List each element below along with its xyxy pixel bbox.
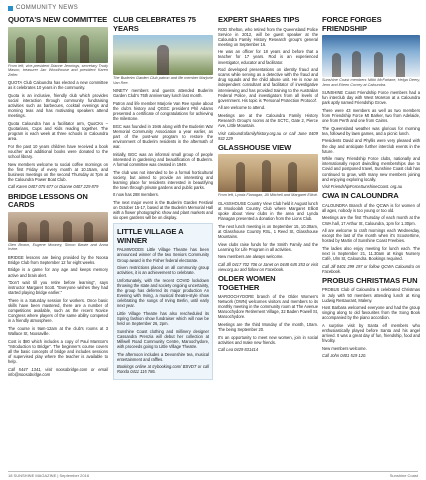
section-header bbox=[8, 3, 78, 13]
paragraph: Little Village Theatre has also rescheduled its Spring fashion show fundraiser which will now be held on September 26, 2pm. bbox=[117, 310, 209, 327]
paragraph: Cost is $80 which includes a copy of Paul Marston's "Introduction to Bridge". The beginner's course covers all the basic concepts of bridge and includes sessions of supervised play where the teacher is available to help. bbox=[8, 338, 108, 364]
paragraph: The next major event is the Buderim Garden Festival on October 15-17, based at the Buderim Memorial Hall with a flower photographic show and plant markets and six open gardens will be on display. bbox=[113, 199, 213, 221]
paragraph: Quota is an inclusive, friendly club which provides social interaction through community fundraising activities such as barbecues, cocktail evenings and morning teas and has motivating speakers attend meetings. bbox=[8, 92, 108, 119]
paragraph: There were 43 members as well as two members from Friendship Force Mt Barker, two from Adelaide, one from Perth and one from Cairns. bbox=[322, 107, 420, 124]
paragraph: BRIDGE lessons are being provided by the Noosa Bridge Club from September 12 for eight weeks. bbox=[8, 254, 108, 265]
article-title: OLDER WOMEN TOGETHER bbox=[218, 274, 276, 292]
column-1 bbox=[8, 14, 108, 380]
page-footer bbox=[8, 471, 418, 480]
paragraph: Unfortunately, with the recent COVID lockdown throwing the state and society ongoing uncertainty, the group has deferred its major production An Evening with Irving, a musical theatre-style show celebrating the songs of Irving Berlin, until early next year. bbox=[117, 277, 209, 309]
column-4 bbox=[322, 14, 420, 362]
article-title: FORCE FORGES FRIENDSHIP bbox=[322, 15, 382, 33]
contact-info: Visit caloundrafamilyhistory.org.au or call June 0409 932 229 bbox=[218, 130, 318, 141]
paragraph: PROBUS Club of Caloundra 6 celebrated Christmas in July with 50 members attending lunch at King Ludwig Restaurant, Maleny. bbox=[322, 287, 420, 303]
paragraph: Quota Caloundra has a facilitator arm, QuoCKs – Quotarians, Cups and Kids reading together. The program is each week at three schools in Caloundra area. bbox=[8, 120, 108, 142]
paragraph: The club was not intended to be a formal horticultural society, but aimed to provide an interesting and learning place for residents interested in beautifying the town through private gardens and public parks. bbox=[113, 169, 213, 190]
paragraph: The afternoon includes a Devonshire tea, musical entertainment and raffles. bbox=[117, 351, 209, 362]
paragraph: Host Barbara welcomed everyone and had the group singing along to old favourites from the Song Book accompanied by the piano accordion. bbox=[322, 305, 420, 321]
paragraph: It now has 288 members. bbox=[113, 192, 159, 198]
article-title: CWA IN CALOUNDRA bbox=[322, 191, 399, 201]
contact-info: Call Lea 0429 831414 bbox=[218, 347, 259, 353]
paragraph: View clubs raise funds for the Smith Family and the Learning for Life Program in all activities. bbox=[218, 241, 318, 252]
paragraph: Meetings are at the Caloundra Family History Research Group's rooms at the SCTC, Gate 2, Pierce Ave, Little Mountain. bbox=[218, 112, 318, 129]
contact-info: Call Jill 0417 702 706 or Janet on 0448 645 353 or visit view.org.au and follow on Facebook. bbox=[218, 261, 318, 272]
paragraph: New members welcome. bbox=[322, 345, 367, 351]
article-title: CLUB CELEBRATES 75 YEARS bbox=[113, 15, 196, 33]
friendship-force-photo bbox=[322, 35, 420, 77]
contact-info: Call 5447 1341, visit noosabridge.com or email info@noosabridge.com bbox=[8, 366, 108, 377]
photo-caption: Sunshine Coast members Nikki McFarlane, Helga Deery, Jenn and Eileen Cocrey at Caloundra. bbox=[322, 78, 420, 87]
paragraph: BGC was founded in 1946 along with the Buderim War Memorial Community Association a year earlier, as part of the post-war program to restore the environment of Buderim residents in the aftermath of war. bbox=[113, 123, 213, 150]
paragraph: A surprise visit by Santa elf members who enthusiastically played before Santa and his angel arrived. It was a great day of fun, friendship, food and frivolity. bbox=[322, 322, 420, 344]
paragraph: There is a Saturday session for workers. Once basic skills have been mastered, there are a number of competitions available, such as the recent Novice Congress where players of the same ability competed in a friendly atmosphere. bbox=[8, 297, 108, 324]
column-2 bbox=[113, 14, 213, 383]
village-article-box bbox=[113, 223, 213, 380]
article-title: EXPERT SHARES TIPS bbox=[218, 15, 300, 24]
footer-left: 18 SUNSHINE MAGAZINE | September 2016 bbox=[8, 473, 90, 478]
contact-info: Call Jill 0401 299 197 or follow QCWA Caloundra on Facebook. bbox=[322, 263, 420, 274]
paragraph: Sunshine Coast clothing and millinery designer Cassandra Prenzia will debut her collection at Millwell Road Community Centre, Maroochydore, with proceeds going to Little Village Theatre. bbox=[117, 328, 209, 349]
contact-info: Visit FriendshipForceSunshineCoast. org.au bbox=[322, 184, 403, 190]
paragraph: Rod developed presentations on identity fraud and scams while serving as a detective with the fraud and drug squads and the child abuse unit. He is now an independent consultant and facilitator of investigative interviewing and has provided training to the Australian Federal Police, and investigators from all levels of government. His topic is 'Personal Protection Protocol'. bbox=[218, 67, 318, 103]
paragraph: PALMWOODS Little Village Theatre has been announced winner of the two Seniors Community Group award in the Fisher federal electorate. bbox=[117, 247, 209, 263]
article-title: BRIDGE LESSONS ON CARDS bbox=[8, 191, 88, 210]
paragraph: NINETY members and guests attended Buderim Garden Club's 75th anniversary lunch last month. bbox=[113, 88, 213, 99]
quota-committee-photo bbox=[8, 27, 108, 63]
paragraph: Presidents David and Phyllis were very pleased with the day and anticipate further interclub events in the future. bbox=[322, 138, 420, 154]
photo-caption: The Buderim Garden Club patron and life member Marjorie Van Ree. bbox=[113, 76, 213, 85]
photo-caption: From left, Lynda Flanagan, Jill Mitchell and Margaret Elliott. bbox=[218, 193, 318, 198]
glasshouse-view-photo bbox=[218, 154, 318, 192]
paragraph: Initially, BGC was an informal small group of people interested in gardening and beautification of Buderim. A formal committee was created in 1949. bbox=[113, 151, 213, 167]
contact-info: Call Karen 0407 075 677 or Dianne 0407 229 879 bbox=[8, 184, 99, 190]
paragraph: New members are always welcome. bbox=[218, 254, 284, 260]
garden-club-photo bbox=[113, 35, 213, 75]
paragraph: CALOUNDRA Branch of the QCWA is for women of all ages, nobody is too young or too old. bbox=[322, 202, 420, 213]
paragraph: All are welcome to attend. bbox=[218, 105, 266, 111]
paragraph: MAROOCHYDORE branch of the Older Women's Network (OWN) welcomes visitors and members to its monthly meeting in the community room at The Avenue Maroochydore Retirement Village, 32 Baden Powell St, Maroochydore. bbox=[218, 294, 318, 320]
paragraph: The next lunch meeting is on September 15, 10.30am, at Glasshouse Country RSL, 1 Reed St, Glasshouse Mountains. bbox=[218, 223, 318, 240]
article-title: GLASSHOUSE VIEW bbox=[218, 142, 292, 152]
paragraph: The course is 9am-12am at the club's rooms at 3 Wallace St, Noosaville. bbox=[8, 325, 108, 336]
paragraph: He was an officer for 18 years and before that a teacher for 17 years. Rod is an experienced investigator, educator and facilitator. bbox=[218, 49, 318, 65]
article-title: LITTLE VILLAGE A WINNER bbox=[117, 227, 184, 245]
paragraph: While many Friendship Force clubs, nationally and internationally report dwindling memberships due to Covid and postponed travel, Sunshine Coast club has continued to grow, with many new members joining and enjoying exploring locally. bbox=[322, 156, 420, 182]
article-title: PROBUS CHRISTMAS FUN bbox=[322, 275, 418, 285]
article-title: QUOTA'S NEW COMMITTEE bbox=[8, 15, 108, 24]
paragraph: The ladies also enjoy meeting for lunch each. The next is September 21, 11.30am at Kings Nursery Café, Ulm St, Caloundra. Bookings required. bbox=[322, 245, 420, 262]
paragraph: GLASSHOUSE Country View Club held it August lunch at Mooloolah Country Club where Margaret Elliott spoke about View clubs in the area and Lynda Flanagan presented a donation from the Lions Club. bbox=[218, 200, 318, 222]
paragraph: New members welcome to social coffee mornings on the first Friday of every month at 10.15am, and business meetings on the second Thursday at 7pm at the Caloundra Power Boat Club. bbox=[8, 161, 108, 182]
paragraph: Bridge is a game for any age and keeps memory active and brain alert. bbox=[8, 267, 108, 278]
photo-caption: From left, vice-president Dianne Jennings, secretary Trudy Mason, treasurer Jan Woodhouse and president Karen Zeller. bbox=[8, 63, 108, 77]
paragraph: For the past 10 years children have received a book voucher and additional books were donated to the school library. bbox=[8, 143, 108, 159]
paragraph: Given restrictions placed on all community group activities, it is an achievement to celebrate. bbox=[117, 265, 209, 276]
bridge-lesson-photo bbox=[8, 212, 108, 242]
paragraph: Meetings are the third Monday of the month, 10am. The being September 20. bbox=[218, 322, 318, 333]
paragraph: The Queensland weather was glorious for morning tea, followed by lawn games, and a picnic lunch. bbox=[322, 125, 420, 136]
footer-right: Sunshine Coast bbox=[389, 473, 418, 478]
contact-info: Bookings online at trybooking.com/ BSVDT or call Ronda 0411 115 786. bbox=[117, 364, 209, 375]
paragraph: It's an opportunity to meet new women, join in social activities and make new friends. bbox=[218, 334, 318, 345]
paragraph: All are welcome to craft mornings each Wednesday, except the last of the month when it's Scootertime, hosted by Martin of Sunshine Coast Freebies. bbox=[322, 228, 420, 244]
photo-caption: Glen Brown, Eugene Mooney, Simon Bawie and Anna Irvine. bbox=[8, 242, 108, 252]
paragraph: Patron and life member Marjorie Van Ree spoke about the club's history and QGSC president Phil Adams presented a certificate of congratulations for achieving the milestone. bbox=[113, 100, 213, 122]
paragraph: Meetings are the first Thursday of each month at the CWA hall, 17 Arthur St, Caloundra, 1pm for 1.30pm. bbox=[322, 215, 420, 226]
paragraph: SUNSHINE Coast Friendship Force members had a fun interclub day with West Moreton at a Caloundra park aptly named Friendship Grove. bbox=[322, 90, 420, 106]
paragraph: ROD Shelton, who retired from the Queensland Police Service in 2012, will be guest speaker at the Caloundra Family History Research group's general meeting on September 16. bbox=[218, 26, 318, 47]
section-marker-icon bbox=[8, 6, 13, 11]
section-label: COMMUNITY NEWS bbox=[16, 5, 79, 11]
paragraph: QUOTA Club Caloundra has elected a new committee as it celebrates 10 years in the community. bbox=[8, 80, 108, 91]
column-3 bbox=[218, 14, 318, 356]
contact-info: Call John 0401 519 120. bbox=[322, 353, 367, 359]
paragraph: "Don't wait till you retire before learning", says instructor Margaret Scott. "Everyone wishes they had started playing bridge earlier." bbox=[8, 280, 108, 296]
